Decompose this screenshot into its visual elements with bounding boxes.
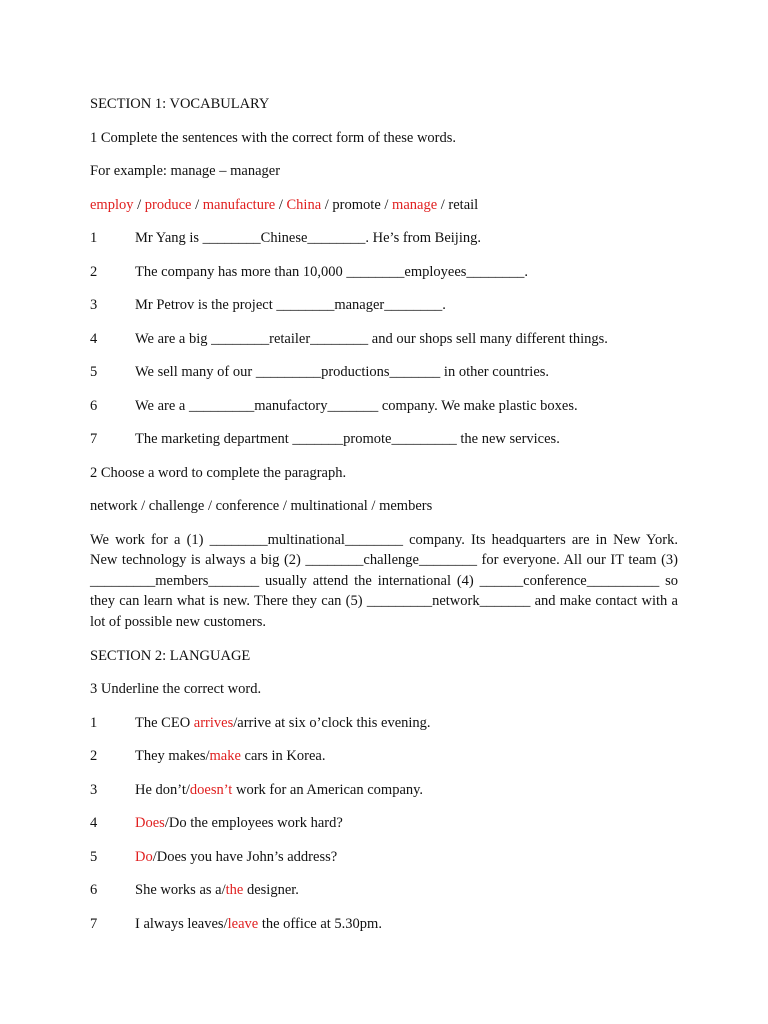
item-number: 6	[90, 397, 98, 414]
selected-answer: make	[209, 748, 241, 764]
example-line: For example: manage – manager	[90, 163, 281, 179]
exercise3-item	[90, 880, 678, 900]
exercise1-item	[90, 295, 678, 315]
exercise3-item	[90, 713, 678, 733]
exercise3-instruction: 3 Underline the correct word.	[90, 681, 262, 697]
item-number: 5	[90, 364, 98, 380]
selected-answer: Do	[135, 848, 153, 865]
selected-answer: Does	[135, 815, 165, 831]
paragraph-line: ______conference__________ so they can learn what is new. There they can (5)	[90, 572, 678, 609]
worksheet-document	[90, 94, 678, 934]
item-text: the office at 5.30pm.	[258, 915, 382, 932]
exercise2-word-list: network / challenge / conference / multinational / members	[90, 498, 433, 514]
selected-answer: the	[225, 882, 244, 898]
item-text: /Do the employees work hard?	[164, 815, 343, 831]
item-text: He don’t/	[135, 781, 190, 798]
item-text: work for an American company.	[232, 781, 424, 798]
item-text: They makes/	[135, 748, 210, 764]
item-number: 1	[90, 714, 98, 731]
item-sentence: We are a big ________retailer________ and our shops sell many different things.	[135, 330, 608, 347]
item-sentence: We sell many of our _________productions_______ in other countries.	[135, 364, 550, 380]
exercise2-instruction: 2 Choose a word to complete the paragraph.	[90, 464, 347, 481]
item-sentence: Mr Yang is ________Chinese________. He’s from Beijing.	[135, 230, 481, 246]
section1-heading: SECTION 1: VOCABULARY	[90, 96, 270, 112]
exercise1-item	[90, 362, 678, 382]
item-sentence: The marketing department _______promote_________ the new services.	[135, 431, 560, 447]
highlighted-word: manage	[392, 196, 438, 213]
item-number: 3	[90, 297, 98, 313]
exercise1-item	[90, 228, 678, 248]
selected-answer: doesn’t	[189, 781, 233, 798]
exercise1-item	[90, 329, 678, 349]
paragraph-line: _________network_______ and make contact with a lot of possible new customers.	[90, 593, 678, 630]
word-separator: /	[133, 196, 145, 213]
item-number: 4	[90, 330, 98, 347]
word-separator: / retail	[437, 196, 479, 213]
item-number: 2	[90, 748, 98, 764]
exercise1-instruction: 1 Complete the sentences with the correct form of these words.	[90, 129, 457, 146]
word-separator: /	[191, 196, 203, 213]
item-number: 2	[90, 263, 98, 280]
exercise1-item	[90, 396, 678, 416]
item-number: 3	[90, 781, 98, 798]
section2-heading: SECTION 2: LANGUAGE	[90, 647, 251, 664]
item-sentence: We are a _________manufactory_______ company. We make plastic boxes.	[135, 397, 578, 414]
item-number: 4	[90, 815, 98, 831]
highlighted-word: China	[286, 196, 322, 213]
exercise2-paragraph	[90, 530, 678, 633]
exercise3-items	[90, 713, 678, 934]
item-text: /arrive at six o’clock this evening.	[233, 714, 431, 731]
word-separator: /	[275, 196, 287, 213]
selected-answer: arrives	[193, 714, 234, 731]
exercise3-item	[90, 746, 678, 766]
paragraph-line: New technology is always a big (2) ________challenge________ for everyone. All our IT team	[90, 552, 662, 568]
exercise3-item	[90, 914, 678, 934]
highlighted-word: employ	[90, 196, 134, 213]
paragraph-line: We work for a (1) ________multinational________ company. Its headquarters are in New York.	[90, 531, 678, 548]
exercise3-item	[90, 847, 678, 867]
highlighted-word: manufacture	[202, 196, 276, 213]
exercise3-item	[90, 780, 678, 800]
item-number: 7	[90, 431, 98, 447]
paragraph-line: (3) _________members_______ usually attend the international (4)	[90, 552, 678, 589]
exercise1-item	[90, 262, 678, 282]
exercise1-items	[90, 228, 678, 463]
item-text: I always leaves/	[135, 915, 228, 932]
item-number: 7	[90, 915, 98, 932]
item-text: /Does you have John’s address?	[152, 848, 338, 865]
item-sentence: Mr Petrov is the project ________manager________.	[135, 297, 446, 313]
exercise3-item	[90, 813, 678, 833]
item-number: 1	[90, 230, 98, 246]
selected-answer: leave	[227, 915, 259, 932]
item-text: The CEO	[135, 714, 194, 731]
item-text: designer.	[243, 882, 299, 898]
item-number: 6	[90, 882, 98, 898]
item-text: She works as a/	[135, 882, 226, 898]
highlighted-word: produce	[144, 196, 192, 213]
item-number: 5	[90, 848, 98, 865]
item-text: cars in Korea.	[240, 748, 326, 764]
exercise1-item	[90, 429, 678, 449]
item-sentence: The company has more than 10,000 ________employees________.	[135, 263, 529, 280]
word-separator: / promote /	[321, 196, 393, 213]
word-list	[90, 195, 678, 215]
